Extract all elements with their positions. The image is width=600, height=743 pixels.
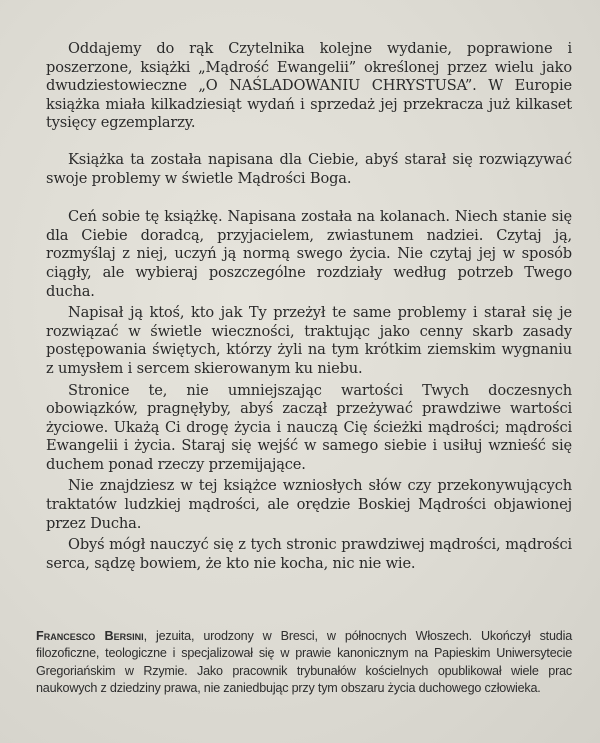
paragraph-wish: Obyś mógł nauczyć się z tych stronic prawdziwej mądrości, mądrości serca, sądzę bowiem, że kto nie kocha, nic nie wie. xyxy=(46,536,572,572)
paragraph-message: Nie znajdziesz w tej książce wzniosłych słów czy przekonywujących traktatów ludzkiej mądrości, ale orędzie Boskiej Mądrości objawionej przez Ducha. xyxy=(46,477,572,532)
author-name: Francesco Bersini xyxy=(36,629,144,643)
paragraph-author-experience: Napisał ją ktoś, kto jak Ty przeżył te same problemy i starał się je rozwiązać w świetle wieczności, traktując jako cenny skarb zasady postępowania świętych, którzy żyli na tym krótkim ziemskim wygnaniu z umysłem i sercem skierowanym ku niebu. xyxy=(46,304,572,377)
paragraph-purpose: Książka ta została napisana dla Ciebie, abyś starał się rozwiązywać swoje problemy w świetle Mądrości Boga. xyxy=(46,150,572,187)
author-bio-body: , jezuita, urodzony w Bresci, w północnych Włoszech. Ukończył studia filozoficzne, teologiczne i specjalizował się w prawie kanonicznym na Papieskim Uniwersytecie Gregoriańskim w Rzymie. Jako pracownik trybunałów kościelnych opublikował wiele prac naukowych z dziedziny prawa, nie zaniedbując przy tym obszaru życia duchowego człowieka. xyxy=(36,629,572,696)
description-text xyxy=(46,40,572,573)
author-bio xyxy=(36,628,572,698)
paragraph-edition: Oddajemy do rąk Czytelnika kolejne wydanie, poprawione i poszerzone, książki „Mądrość Ewangelii” określonej przez wielu jako dwudziestowieczne „O NAŚLADOWANIU CHRYSTUSA”. W Europie książka miała kilkadziesiąt wydań i sprzedaż jej przekracza już kilkaset tysięcy egzemplarzy. xyxy=(46,40,572,132)
author-bio-text xyxy=(36,628,572,698)
paragraph-pages: Stronice te, nie umniejszając wartości Twych doczesnych obowiązków, pragnęłyby, abyś zaczął przeżywać prawdziwe wartości życiowe. Ukażą Ci drogę życia i nauczą Cię ścieżki mądrości; mądrości Ewangelii i życia. Staraj się wejść w samego siebie i usiłuj wznieść się duchem ponad rzeczy przemijające. xyxy=(46,381,572,473)
paragraph-value: Ceń sobie tę książkę. Napisana została na kolanach. Niech stanie się dla Ciebie doradcą, przyjacielem, zwiastunem nadziei. Czytaj ją, rozmyślaj z niej, uczyń ją normą swego życia. Nie czytaj jej w sposób ciągły, ale wybieraj poszczególne rozdziały według potrzeb Twego ducha. xyxy=(46,208,572,300)
